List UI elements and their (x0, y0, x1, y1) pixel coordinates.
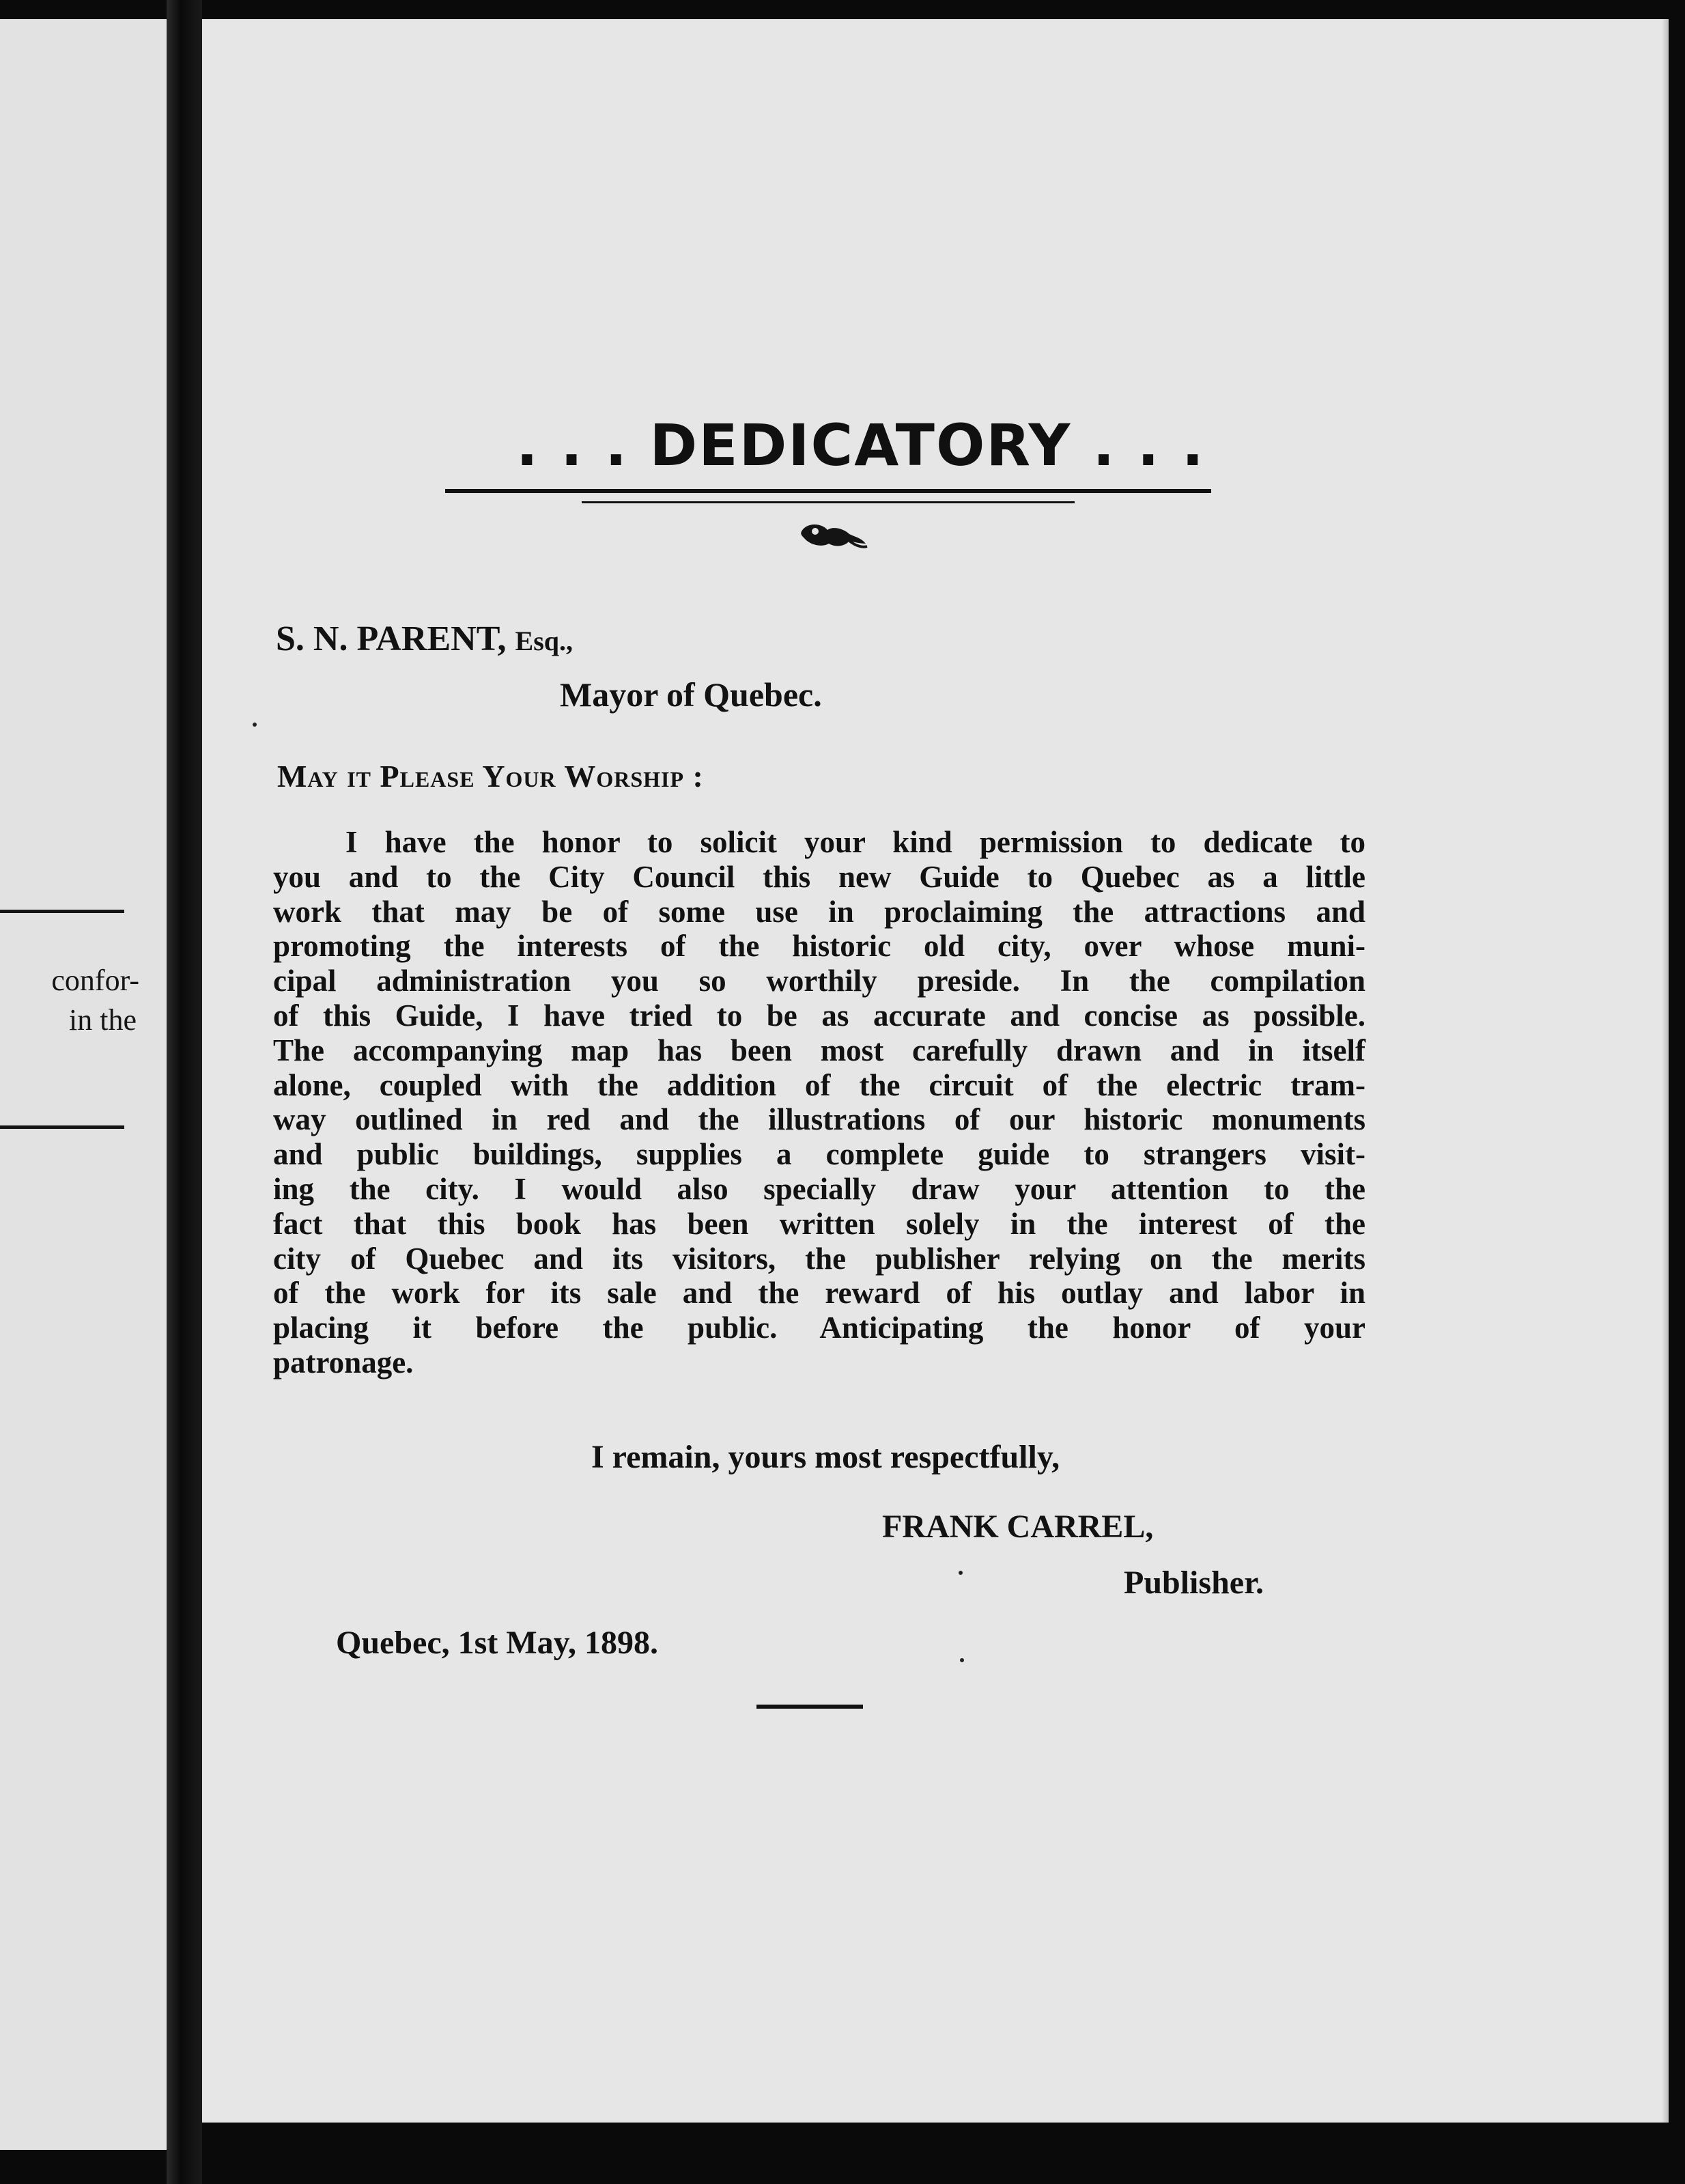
end-rule (756, 1705, 863, 1709)
body-line: placing it before the public. Anticipating the honor of your (273, 1311, 1365, 1345)
left-page-text-line-1: confor- (51, 964, 139, 997)
body-line: fact that this book has been written solely in the interest of the (273, 1206, 1365, 1241)
body-line: you and to the City Council this new Guide to Quebec as a little (273, 859, 1365, 894)
dedication-page (202, 19, 1669, 2123)
body-line: I have the honor to solicit your kind permission to dedicate to (345, 825, 1365, 859)
body-line: and public buildings, supplies a complete guide to strangers visit- (273, 1137, 1365, 1172)
body-line: alone, coupled with the addition of the circuit of the electric tram- (273, 1067, 1365, 1102)
paper-speck (960, 1658, 964, 1662)
page-title: . . . DEDICATORY . . . (516, 412, 1205, 479)
left-page-rule-bottom (0, 1125, 124, 1129)
body-line: work that may be of some use in proclaiming the attractions and (273, 894, 1365, 929)
body-line: The accompanying map has been most carefully drawn and in itself (273, 1033, 1365, 1067)
body-line: cipal administration you so worthily preside. In the compilation (273, 964, 1365, 998)
body-line: of the work for its sale and the reward of his outlay and labor in (273, 1276, 1365, 1311)
pointing-hand-ornament-icon (795, 516, 870, 557)
body-line: way outlined in red and the illustrations of our historic monuments (273, 1102, 1365, 1137)
signature-role: Publisher. (1124, 1565, 1264, 1601)
body-line: promoting the interests of the historic old city, over whose muni- (273, 929, 1365, 964)
body-line: patronage. (273, 1345, 414, 1380)
body-line: city of Quebec and its visitors, the publisher relying on the merits (273, 1241, 1365, 1276)
left-page-text-line-2: in the (69, 1003, 137, 1037)
left-page-rule-top (0, 910, 124, 913)
title-rule-thin (582, 501, 1075, 503)
addressee-name (276, 619, 573, 659)
paper-speck (253, 723, 257, 727)
page-edge-shadow (1662, 19, 1669, 2123)
salutation: May it Please Your Worship : (277, 759, 704, 794)
body-line: of this Guide, I have tried to be as accurate and concise as possible. (273, 998, 1365, 1033)
addressee-suffix: Esq., (515, 626, 574, 656)
addressee-name-text: S. N. PARENT, (276, 619, 515, 658)
book-binding-gutter (167, 0, 202, 2184)
letter-date: Quebec, 1st May, 1898. (336, 1625, 658, 1661)
letter-closing: I remain, yours most respectfully, (591, 1439, 1060, 1475)
body-line: ing the city. I would also specially draw your attention to the (273, 1171, 1365, 1206)
paper-speck (959, 1571, 963, 1575)
letter-body (273, 825, 1365, 1380)
title-rule-thick (445, 489, 1211, 493)
signature-name: FRANK CARREL, (882, 1509, 1154, 1545)
addressee-role: Mayor of Quebec. (560, 675, 822, 714)
facing-page-fragment (0, 19, 167, 2150)
